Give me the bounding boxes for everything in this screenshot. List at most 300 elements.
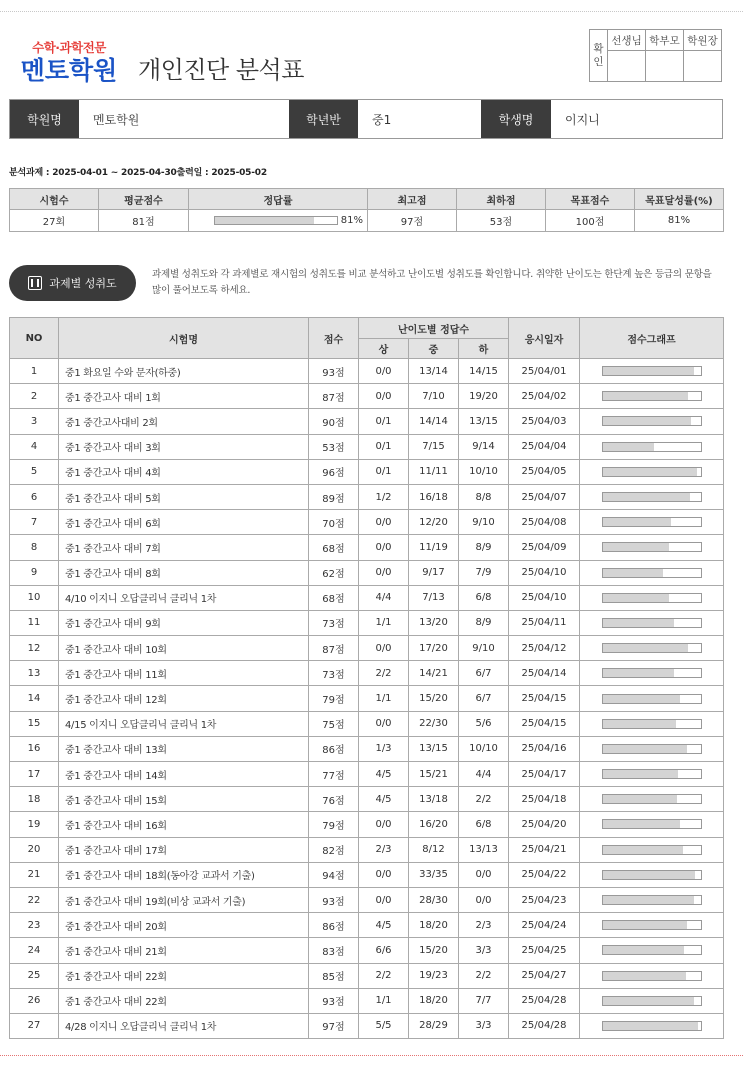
row-score: 85점 [309, 963, 359, 988]
score-bar [602, 920, 702, 930]
row-high: 4/5 [359, 913, 409, 938]
score-bar [602, 719, 702, 729]
row-high: 4/5 [359, 762, 409, 787]
row-no: 24 [10, 938, 59, 963]
row-mid: 16/18 [409, 484, 459, 509]
row-exam-name: 중1 중간고사 대비 14회 [59, 762, 309, 787]
row-no: 9 [10, 560, 59, 585]
score-bar-fill [603, 644, 688, 652]
row-no: 27 [10, 1013, 59, 1038]
row-mid: 9/17 [409, 560, 459, 585]
score-bar-fill [603, 997, 694, 1005]
col-exam-name: 시험명 [59, 318, 309, 359]
row-date: 25/04/18 [509, 787, 580, 812]
table-row [10, 711, 724, 736]
row-low: 0/0 [459, 887, 509, 912]
row-score: 68점 [309, 535, 359, 560]
score-bar [602, 971, 702, 981]
row-exam-name: 중1 중간고사 대비 13회 [59, 736, 309, 761]
col-date: 응시일자 [509, 318, 580, 359]
row-exam-name: 중1 중간고사 대비 21회 [59, 938, 309, 963]
row-date: 25/04/03 [509, 409, 580, 434]
score-bar [602, 643, 702, 653]
table-row [10, 787, 724, 812]
row-score-graph [580, 762, 724, 787]
table-row [10, 862, 724, 887]
col-score: 점수 [309, 318, 359, 359]
score-bar [602, 769, 702, 779]
score-bar [602, 391, 702, 401]
row-high: 4/5 [359, 787, 409, 812]
row-low: 0/0 [459, 862, 509, 887]
score-bar-fill [603, 669, 675, 677]
table-row [10, 686, 724, 711]
row-no: 26 [10, 988, 59, 1013]
logo-title: 멘토학원 [20, 56, 118, 85]
summary-table [9, 188, 724, 232]
row-score-graph [580, 434, 724, 459]
row-no: 17 [10, 762, 59, 787]
row-low: 8/9 [459, 610, 509, 635]
row-score-graph [580, 913, 724, 938]
correct-rate-cell [189, 210, 368, 232]
row-score-graph [580, 736, 724, 761]
row-mid: 13/18 [409, 787, 459, 812]
row-exam-name: 중1 중간고사 대비 11회 [59, 661, 309, 686]
row-low: 2/2 [459, 787, 509, 812]
row-exam-name: 중1 중간고사 대비 1회 [59, 384, 309, 409]
row-low: 6/8 [459, 812, 509, 837]
row-mid: 22/30 [409, 711, 459, 736]
row-date: 25/04/23 [509, 887, 580, 912]
score-bar-fill [603, 417, 691, 425]
row-date: 25/04/24 [509, 913, 580, 938]
summary-header: 목표달성률(%) [635, 189, 724, 210]
row-exam-name: 중1 중간고사 대비 6회 [59, 510, 309, 535]
score-bar [602, 744, 702, 754]
score-bar-fill [603, 846, 683, 854]
row-high: 5/5 [359, 1013, 409, 1038]
row-score-graph [580, 787, 724, 812]
summary-header: 평균점수 [99, 189, 189, 210]
row-score: 97점 [309, 1013, 359, 1038]
row-score-graph [580, 686, 724, 711]
score-bar-fill [603, 493, 690, 501]
row-score-graph [580, 535, 724, 560]
table-row [10, 887, 724, 912]
table-row [10, 384, 724, 409]
correct-rate-bar [214, 216, 338, 225]
summary-header: 정답률 [189, 189, 368, 210]
score-bar [602, 694, 702, 704]
row-score-graph [580, 459, 724, 484]
row-high: 0/1 [359, 409, 409, 434]
row-high: 1/2 [359, 484, 409, 509]
score-bar [602, 845, 702, 855]
score-bar [602, 618, 702, 628]
row-exam-name: 중1 중간고사 대비 20회 [59, 913, 309, 938]
score-bar [602, 819, 702, 829]
row-score: 93점 [309, 359, 359, 384]
row-low: 19/20 [459, 384, 509, 409]
row-date: 25/04/16 [509, 736, 580, 761]
target-rate: 81% [635, 210, 724, 232]
row-high: 0/0 [359, 359, 409, 384]
row-date: 25/04/10 [509, 560, 580, 585]
signature-cell-parent [646, 51, 684, 82]
score-bar-fill [603, 795, 677, 803]
row-no: 22 [10, 887, 59, 912]
row-mid: 12/20 [409, 510, 459, 535]
col-no: NO [10, 318, 59, 359]
row-high: 1/1 [359, 610, 409, 635]
row-score-graph [580, 1013, 724, 1038]
row-no: 11 [10, 610, 59, 635]
class-label: 학년반 [289, 100, 358, 138]
table-row [10, 459, 724, 484]
student-info-bar [9, 99, 723, 139]
row-date: 25/04/28 [509, 988, 580, 1013]
correct-rate-fill [215, 217, 314, 224]
col-high: 상 [359, 339, 409, 359]
top-divider [0, 11, 743, 12]
score-bar [602, 794, 702, 804]
row-low: 10/10 [459, 459, 509, 484]
academy-label: 학원명 [10, 100, 79, 138]
row-score-graph [580, 636, 724, 661]
row-date: 25/04/21 [509, 837, 580, 862]
row-high: 1/3 [359, 736, 409, 761]
col-graph: 점수그래프 [580, 318, 724, 359]
row-mid: 15/21 [409, 762, 459, 787]
row-score-graph [580, 812, 724, 837]
row-low: 3/3 [459, 1013, 509, 1038]
score-bar-fill [603, 972, 686, 980]
row-score: 79점 [309, 686, 359, 711]
score-bar-fill [603, 468, 697, 476]
student-value: 이지니 [565, 112, 600, 127]
row-mid: 33/35 [409, 862, 459, 887]
row-high: 0/0 [359, 711, 409, 736]
row-low: 14/15 [459, 359, 509, 384]
exam-count: 27회 [10, 210, 99, 232]
score-bar [602, 467, 702, 477]
score-bar [602, 542, 702, 552]
row-high: 0/0 [359, 535, 409, 560]
score-bar-fill [603, 921, 687, 929]
row-date: 25/04/02 [509, 384, 580, 409]
row-score-graph [580, 963, 724, 988]
row-mid: 11/19 [409, 535, 459, 560]
row-mid: 18/20 [409, 913, 459, 938]
row-low: 5/6 [459, 711, 509, 736]
row-score-graph [580, 384, 724, 409]
row-date: 25/04/15 [509, 686, 580, 711]
row-low: 7/9 [459, 560, 509, 585]
row-exam-name: 중1 중간고사대비 2회 [59, 409, 309, 434]
row-high: 2/2 [359, 963, 409, 988]
student-label: 학생명 [481, 100, 551, 138]
row-exam-name: 중1 중간고사 대비 9회 [59, 610, 309, 635]
row-mid: 15/20 [409, 686, 459, 711]
table-row [10, 913, 724, 938]
row-mid: 17/20 [409, 636, 459, 661]
row-mid: 19/23 [409, 963, 459, 988]
row-no: 18 [10, 787, 59, 812]
row-high: 0/0 [359, 510, 409, 535]
row-score: 82점 [309, 837, 359, 862]
row-exam-name: 중1 중간고사 대비 15회 [59, 787, 309, 812]
score-bar-fill [603, 720, 677, 728]
signature-box [589, 29, 722, 82]
table-row [10, 938, 724, 963]
row-exam-name: 4/28 이지니 오답클리닉 클리닉 1차 [59, 1013, 309, 1038]
row-date: 25/04/20 [509, 812, 580, 837]
score-bar [602, 668, 702, 678]
page-title: 개인진단 분석표 [138, 56, 304, 84]
row-high: 4/4 [359, 585, 409, 610]
row-high: 0/0 [359, 887, 409, 912]
row-date: 25/04/09 [509, 535, 580, 560]
max-score: 97점 [368, 210, 457, 232]
score-bar-fill [603, 695, 680, 703]
table-row [10, 736, 724, 761]
row-score: 76점 [309, 787, 359, 812]
row-score: 86점 [309, 736, 359, 761]
row-low: 7/7 [459, 988, 509, 1013]
table-row [10, 434, 724, 459]
row-score: 96점 [309, 459, 359, 484]
confirm-director: 학원장 [684, 30, 722, 51]
table-row [10, 636, 724, 661]
row-date: 25/04/22 [509, 862, 580, 887]
row-low: 10/10 [459, 736, 509, 761]
row-mid: 18/20 [409, 988, 459, 1013]
score-bar [602, 366, 702, 376]
score-bar [602, 996, 702, 1006]
row-no: 7 [10, 510, 59, 535]
row-date: 25/04/04 [509, 434, 580, 459]
row-exam-name: 중1 중간고사 대비 10회 [59, 636, 309, 661]
table-row [10, 988, 724, 1013]
score-bar-fill [603, 871, 695, 879]
row-score-graph [580, 887, 724, 912]
row-score: 73점 [309, 610, 359, 635]
table-row [10, 837, 724, 862]
row-date: 25/04/25 [509, 938, 580, 963]
row-low: 4/4 [459, 762, 509, 787]
bottom-divider [0, 1055, 743, 1056]
col-difficulty: 난이도별 정답수 [359, 318, 509, 339]
row-low: 6/7 [459, 661, 509, 686]
score-bar-fill [603, 392, 688, 400]
row-score: 62점 [309, 560, 359, 585]
row-score: 86점 [309, 913, 359, 938]
row-date: 25/04/27 [509, 963, 580, 988]
row-no: 5 [10, 459, 59, 484]
row-date: 25/04/10 [509, 585, 580, 610]
score-bar-fill [603, 367, 694, 375]
row-score: 75점 [309, 711, 359, 736]
row-no: 20 [10, 837, 59, 862]
col-mid: 중 [409, 339, 459, 359]
row-high: 0/0 [359, 862, 409, 887]
row-score: 53점 [309, 434, 359, 459]
row-mid: 11/11 [409, 459, 459, 484]
row-exam-name: 중1 화요일 수와 문자(하중) [59, 359, 309, 384]
row-score-graph [580, 661, 724, 686]
row-date: 25/04/07 [509, 484, 580, 509]
row-score: 77점 [309, 762, 359, 787]
summary-header: 최고점 [368, 189, 457, 210]
row-exam-name: 4/15 이지니 오답클리닉 클리닉 1차 [59, 711, 309, 736]
score-bar-fill [603, 619, 675, 627]
score-bar-fill [603, 543, 670, 551]
row-no: 2 [10, 384, 59, 409]
row-mid: 7/15 [409, 434, 459, 459]
table-row [10, 963, 724, 988]
row-no: 8 [10, 535, 59, 560]
row-high: 0/0 [359, 812, 409, 837]
table-row [10, 510, 724, 535]
row-date: 25/04/05 [509, 459, 580, 484]
score-bar [602, 945, 702, 955]
table-row [10, 484, 724, 509]
row-exam-name: 중1 중간고사 대비 5회 [59, 484, 309, 509]
row-mid: 14/14 [409, 409, 459, 434]
row-high: 2/2 [359, 661, 409, 686]
score-bar [602, 870, 702, 880]
table-row [10, 585, 724, 610]
row-exam-name: 중1 중간고사 대비 19회(비상 교과서 기출) [59, 887, 309, 912]
row-score-graph [580, 359, 724, 384]
row-mid: 7/13 [409, 585, 459, 610]
row-exam-name: 중1 중간고사 대비 22회 [59, 963, 309, 988]
row-no: 19 [10, 812, 59, 837]
score-bar-fill [603, 946, 684, 954]
row-high: 1/1 [359, 686, 409, 711]
row-score-graph [580, 988, 724, 1013]
logo-subtitle: 수학·과학전문 [32, 40, 106, 55]
class-value: 중1 [372, 112, 392, 127]
row-no: 3 [10, 409, 59, 434]
confirm-teacher: 선생님 [608, 30, 646, 51]
row-date: 25/04/14 [509, 661, 580, 686]
row-score: 90점 [309, 409, 359, 434]
score-bar [602, 492, 702, 502]
summary-header: 최하점 [457, 189, 546, 210]
score-bar [602, 442, 702, 452]
row-date: 25/04/08 [509, 510, 580, 535]
section-achievement-button[interactable] [9, 265, 136, 301]
row-score: 87점 [309, 636, 359, 661]
row-exam-name: 중1 중간고사 대비 12회 [59, 686, 309, 711]
row-exam-name: 4/10 이지니 오답클리닉 클리닉 1차 [59, 585, 309, 610]
row-high: 6/6 [359, 938, 409, 963]
score-bar-fill [603, 745, 687, 753]
row-exam-name: 중1 중간고사 대비 22회 [59, 988, 309, 1013]
row-score: 89점 [309, 484, 359, 509]
score-bar [602, 1021, 702, 1031]
row-score-graph [580, 585, 724, 610]
row-score: 70점 [309, 510, 359, 535]
row-no: 10 [10, 585, 59, 610]
analysis-period: 분석과제 : 2025-04-01 ~ 2025-04-30출력일 : 2025-05-02 [9, 168, 267, 178]
row-low: 2/3 [459, 913, 509, 938]
row-exam-name: 중1 중간고사 대비 8회 [59, 560, 309, 585]
row-mid: 28/30 [409, 887, 459, 912]
row-high: 2/3 [359, 837, 409, 862]
row-score-graph [580, 484, 724, 509]
row-low: 3/3 [459, 938, 509, 963]
score-bar-fill [603, 770, 678, 778]
target-score: 100점 [546, 210, 635, 232]
correct-rate-text: 81% [340, 215, 363, 226]
row-low: 13/13 [459, 837, 509, 862]
score-bar [602, 593, 702, 603]
row-date: 25/04/15 [509, 711, 580, 736]
score-bar [602, 895, 702, 905]
row-low: 9/10 [459, 510, 509, 535]
table-row [10, 812, 724, 837]
row-score-graph [580, 510, 724, 535]
row-date: 25/04/12 [509, 636, 580, 661]
row-score-graph [580, 409, 724, 434]
row-mid: 28/29 [409, 1013, 459, 1038]
row-score-graph [580, 862, 724, 887]
table-row [10, 762, 724, 787]
row-high: 0/0 [359, 384, 409, 409]
confirm-label: 확인 [590, 30, 608, 82]
signature-cell-teacher [608, 51, 646, 82]
row-exam-name: 중1 중간고사 대비 7회 [59, 535, 309, 560]
row-mid: 13/14 [409, 359, 459, 384]
row-exam-name: 중1 중간고사 대비 16회 [59, 812, 309, 837]
row-score: 94점 [309, 862, 359, 887]
score-bar-fill [603, 820, 680, 828]
row-no: 16 [10, 736, 59, 761]
row-exam-name: 중1 중간고사 대비 3회 [59, 434, 309, 459]
table-row [10, 409, 724, 434]
table-row [10, 560, 724, 585]
row-mid: 8/12 [409, 837, 459, 862]
row-mid: 13/20 [409, 610, 459, 635]
row-no: 21 [10, 862, 59, 887]
row-low: 9/10 [459, 636, 509, 661]
row-score: 93점 [309, 887, 359, 912]
row-score: 68점 [309, 585, 359, 610]
score-bar-fill [603, 518, 672, 526]
row-score: 93점 [309, 988, 359, 1013]
score-bar-fill [603, 569, 664, 577]
row-no: 15 [10, 711, 59, 736]
signature-cell-director [684, 51, 722, 82]
table-row [10, 535, 724, 560]
row-high: 0/0 [359, 560, 409, 585]
score-bar-fill [603, 443, 655, 451]
score-bar [602, 517, 702, 527]
row-no: 12 [10, 636, 59, 661]
row-mid: 14/21 [409, 661, 459, 686]
score-bar-fill [603, 896, 694, 904]
score-bar-fill [603, 1022, 698, 1030]
row-exam-name: 중1 중간고사 대비 4회 [59, 459, 309, 484]
row-mid: 16/20 [409, 812, 459, 837]
table-row [10, 661, 724, 686]
academy-value: 멘토학원 [93, 112, 140, 127]
row-no: 13 [10, 661, 59, 686]
row-low: 6/7 [459, 686, 509, 711]
